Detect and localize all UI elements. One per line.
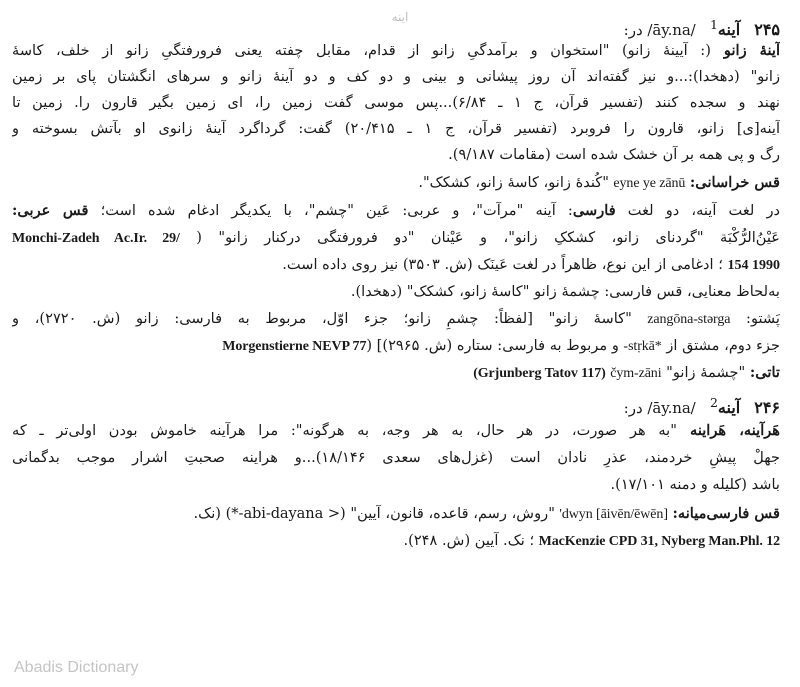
- line-text: عَیْنُ‌الرُّکْبَة "گردنای زانو، کشککِ زانو"، و عَیْنان "دو فرورفتگی درکنار زانو" (: [196, 229, 780, 246]
- entry-superscript: 2: [709, 395, 718, 410]
- text-line: جهلْ پیشِ خردمند، عذرِ نادان است (غزل‌های سعدی ۱۸/۱۴۶)...و هراینه صحبتِ اشرار موجب بدگمانی: [12, 449, 780, 466]
- entry-headword: آینه: [717, 20, 741, 39]
- line-text: پَشتو:: [730, 310, 780, 327]
- latin-text: eyne ye zānū: [613, 176, 686, 191]
- latin-reference: Monchi-Zadeh Ac.Ir. 29/: [12, 231, 180, 246]
- latin-reference: Morgenstierne NEVP 77: [222, 339, 367, 354]
- page-title-watermark: اینه: [391, 10, 409, 24]
- bold-term: فارسی: [572, 202, 616, 219]
- bold-term: تاتی:: [749, 364, 780, 381]
- line-text: و مربوط به فارسی: ستاره (ش. ۲۹۶۵)] (: [366, 337, 624, 354]
- line-text: جزء دوم، مشتق از: [661, 337, 780, 354]
- entry-transcription: /āy.na/: [647, 21, 696, 39]
- text-line: [12, 40, 780, 62]
- text-line: [12, 503, 780, 526]
- entry-header-246: [12, 392, 780, 419]
- bold-term: قس عربی:: [12, 202, 89, 219]
- text-line: به‌لحاظ معنایی، قس فارسی: چشمهٔ زانو "کاسهٔ زانو، کشکک" (دهخدا).: [350, 283, 780, 300]
- bold-term: قس خراسانی:: [689, 174, 780, 191]
- latin-text: -stṛkā*: [623, 339, 662, 354]
- text-line: باشد (کلیله و دمنه ۱۷/۱۰۱).: [610, 476, 780, 493]
- entry-transcription: /āy.na/: [647, 399, 696, 417]
- entry-superscript: 1: [709, 17, 718, 32]
- line-text: : آینه "مرآت"، و عربی: عَین "چشم"، با یکدیگر ادغام شده است؛: [88, 202, 573, 219]
- text-line: [12, 335, 780, 358]
- latin-reference: (Grjunberg Tatov 117): [473, 366, 606, 381]
- text-line: [12, 362, 780, 385]
- text-line: [12, 254, 780, 277]
- text-line: رگ و پی همه بر آن خشک شده است (مقامات ۹/۱۸۷).: [448, 146, 780, 163]
- entry-suffix: در:: [623, 399, 643, 417]
- text-line: [12, 420, 780, 442]
- bold-term: آینهٔ زانو: [710, 42, 780, 59]
- line-text: "به هر صورت، در هر حال، به هر وجه، به هرگونه": مرا هرآینه خاموش بودن اولی‌تر ـ که: [12, 422, 677, 439]
- line-text: "روش، رسم، قاعده، قانون، آیین" (< ‎-abi-dayana*) (نک.: [193, 505, 555, 522]
- site-watermark: Abadis Dictionary: [14, 659, 139, 676]
- text-line: [12, 200, 780, 222]
- entry-number: ۲۴۵: [754, 20, 780, 39]
- bold-term: قس فارسی‌میانه:: [672, 505, 780, 522]
- text-line: آینه[ی] زانو، قارون را فروبرد (تفسیر قرآن، ج ۱ ـ ۲۰/۴۱۵) گفت: گرداگرد آینهٔ زانوی او بآتش بسوخته و: [12, 120, 780, 137]
- line-text: ؛ ادغامی از این نوع، ظاهراً در لغت عَینَک (ش. ۳۵۰۳) نیز روی داده است.: [282, 256, 723, 273]
- text-line: [12, 530, 780, 553]
- bold-term: هَرآینه، هَراینه: [676, 422, 780, 439]
- latin-reference: 154 1990: [727, 258, 780, 273]
- line-text: "کاسهٔ زانو" [لفظاً: چشمِ زانو؛ جزء اوّل، مربوط به فارسی: زانو (ش. ۲۷۲۰)، و: [12, 310, 648, 327]
- latin-text: zangōna-stərga: [647, 312, 731, 327]
- entry-header-245: [12, 14, 780, 41]
- text-line: [12, 172, 780, 195]
- text-line: نهند و سجده کنند (تفسیر قرآن، ج ۱ ـ ۶/۸۴)...پس موسی گفت زمین را، ای زمین بگیر قارون را. زمین تا: [12, 94, 780, 111]
- latin-text: 'dwyn [āivēn/ēwēn]: [559, 507, 668, 522]
- line-text: در لغت آینه، دو لغت: [615, 202, 780, 219]
- latin-reference: MacKenzie CPD 31, Nyberg Man.Phl. 12: [538, 534, 780, 549]
- text-line: زانو" (دهخدا):...و نیز گفته‌اند آن روز پیشانی و بینی و دو کف و دو آینهٔ زانو و سرهای انگشتان پای بر زمین: [12, 68, 780, 85]
- line-text: ؛ نک. آیین (ش. ۲۴۸).: [403, 532, 535, 549]
- text-line: [12, 308, 780, 331]
- text-line: [12, 227, 780, 250]
- line-text: "چشمهٔ زانو": [666, 364, 746, 381]
- entry-headword: آینه: [717, 398, 741, 417]
- line-text: (: آیینهٔ زانو) "استخوان و برآمدگیِ زانو از قدام، مقابل چفته یعنی فرورفتگیِ زانو از خلف، کاسهٔ: [12, 42, 711, 59]
- latin-text: čym-zāni: [610, 366, 662, 381]
- line-text: "کُندهٔ زانو، کاسهٔ زانو، کشکک".: [418, 174, 609, 191]
- entry-number: ۲۴۶: [754, 398, 780, 417]
- entry-suffix: در:: [623, 21, 643, 39]
